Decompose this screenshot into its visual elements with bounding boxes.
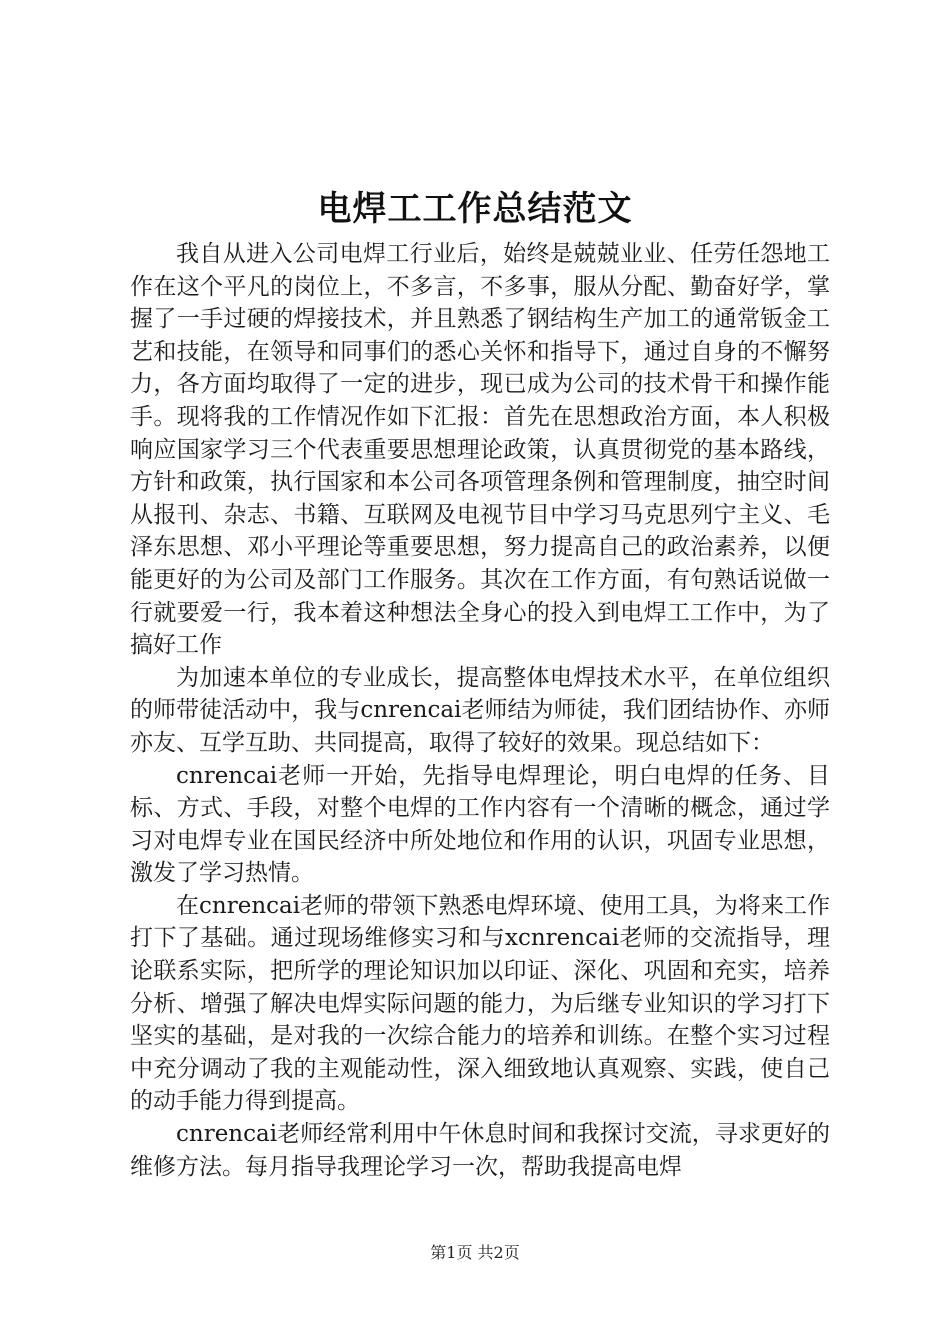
document-title: 电焊工工作总结范文	[317, 189, 633, 229]
paragraph-theory: cnrencai老师一开始，先指导电焊理论，明白电焊的任务、目标、方式、手段，对整个电焊的工作内容有一个清晰的概念，通过学习对电焊专业在国民经济中所处地位和作用的认识，巩固专业思想，激发了学习热情。	[130, 762, 830, 887]
document-body	[130, 238, 830, 1183]
paragraph-mentorship: 为加速本单位的专业成长，提高整体电焊技术水平，在单位组织的师带徒活动中，我与cnrencai老师结为师徒，我们团结协作、亦师亦友、互学互助、共同提高，取得了较好的效果。现总结如下：	[130, 664, 830, 756]
paragraph-practice: 在cnrencai老师的带领下熟悉电焊环境、使用工具，为将来工作打下了基础。通过现场维修实习和与xcnrencai老师的交流指导，理论联系实际，把所学的理论知识加以印证、深化、巩固和充实，培养分析、增强了解决电焊实际问题的能力，为后继专业知识的学习打下坚实的基础，是对我的一次综合能力的培养和训练。在整个实习过程中充分调动了我的主观能动性，深入细致地认真观察、实践，使自己的动手能力得到提高。	[130, 892, 830, 1115]
paragraph-intro: 我自从进入公司电焊工行业后，始终是兢兢业业、任劳任怨地工作在这个平凡的岗位上，不多言，不多事，服从分配、勤奋好学，掌握了一手过硬的焊接技术，并且熟悉了钢结构生产加工的通常钣金工艺和技能，在领导和同事们的悉心关怀和指导下，通过自身的不懈努力，各方面均取得了一定的进步，现已成为公司的技术骨干和操作能手。现将我的工作情况作如下汇报：首先在思想政治方面，本人积极响应国家学习三个代表重要思想理论政策，认真贯彻党的基本路线，方针和政策，执行国家和本公司各项管理条例和管理制度，抽空时间从报刊、杂志、书籍、互联网及电视节目中学习马克思列宁主义、毛泽东思想、邓小平理论等重要思想，努力提高自己的政治素养，以便能更好的为公司及部门工作服务。其次在工作方面，有句熟话说做一行就要爱一行，我本着这种想法全身心的投入到电焊工工作中，为了搞好工作	[130, 241, 830, 659]
page-number-footer: 第1页 共2页	[430, 1243, 520, 1262]
paragraph-discussion: cnrencai老师经常利用中午休息时间和我探讨交流，寻求更好的维修方法。每月指导我理论学习一次，帮助我提高电焊	[130, 1121, 830, 1180]
